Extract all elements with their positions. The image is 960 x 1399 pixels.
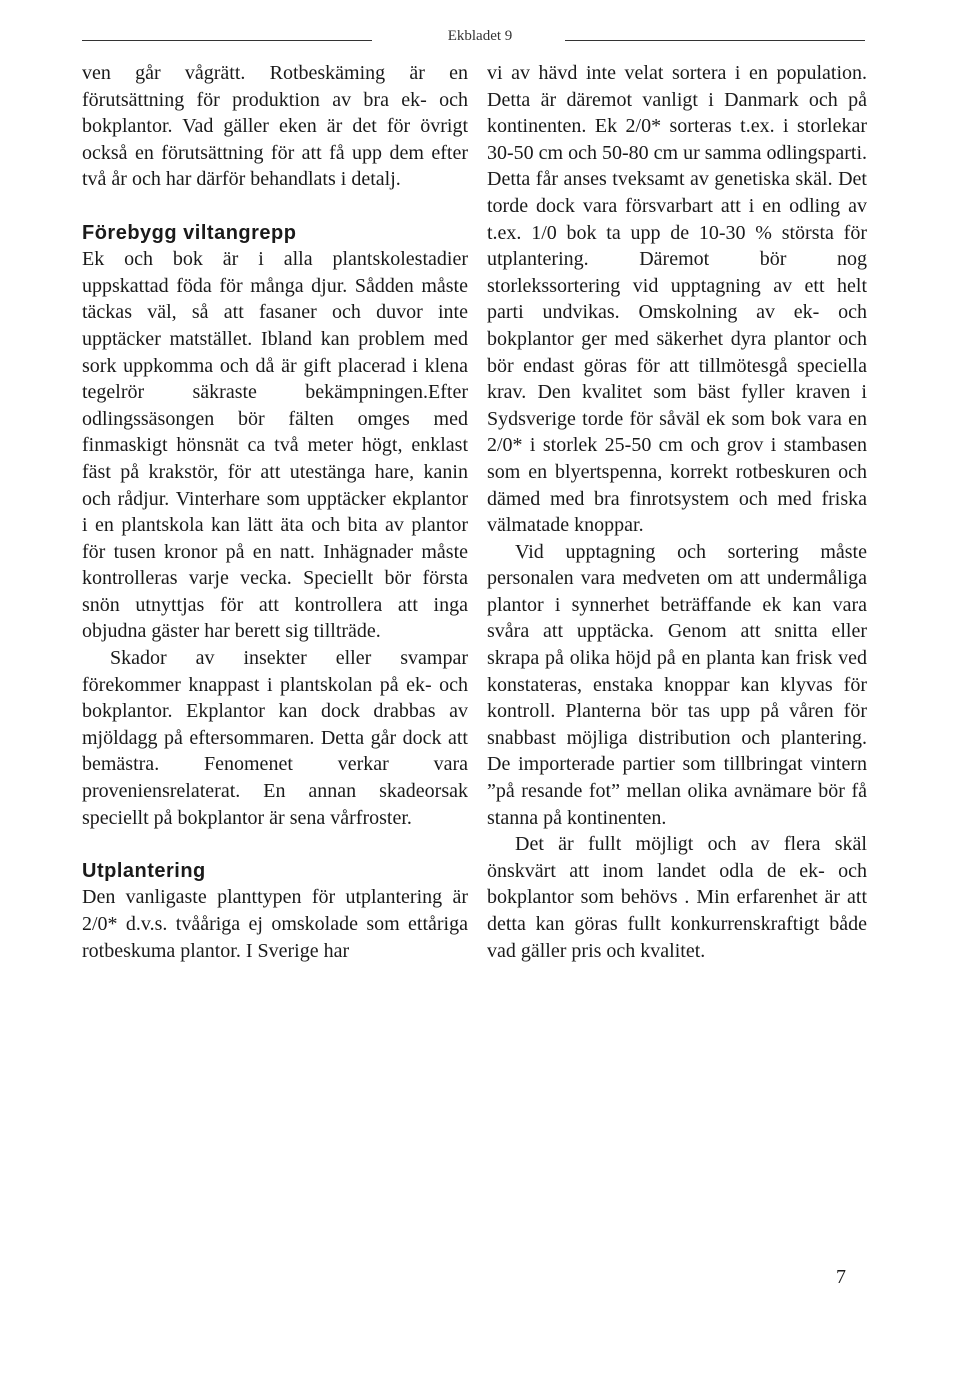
right-column	[487, 60, 867, 964]
left-paragraph-4: Den vanligaste planttypen för utplantering är 2/0* d.v.s. tvååriga ej omskolade som ettåriga rotbeskuma plantor. I Sverige har	[82, 886, 468, 962]
left-paragraph-2: Ek och bok är i alla plantskolestadier uppskattad föda för många djur. Sådden måste täckas väl, så att fasaner och duvor inte upptäcker matstället. Ibland kan problem med sork uppkomma och då är gift placerad i klena tegelrör säkraste bekämpningen.Efter odlingssäsongen bör fälten omges med finmaskigt hönsnät ca två meter högt, enklast fäst på krakstör, för att utestänga hare, kanin och rådjur. Vinterhare som upptäcker ekplantor i en plantskola kan lätt äta och bita av plantor för tusen kronor på en natt. Inhägnader måste kontrolleras varje vecka. Speciellt bör första snön utnyttjas för att kontrollera att inga objudna gäster har berett sig tillträde.	[82, 248, 468, 643]
right-paragraph-3: Det är fullt möjligt och av flera skäl önskvärt att inom landet odla de ek- och bokplantor som behövs . Min erfarenhet är att detta kan göras fullt konkurrenskraftigt både vad gäller pris och kvalitet.	[487, 833, 867, 962]
left-paragraph-3: Skador av insekter eller svampar förekommer knappast i plantskolan på ek- och bokplantor. Ekplantor kan dock drabbas av mjöldagg på eftersommaren. Detta går dock att bemästra. Fenomenet verkar vara proveniensrelaterat. En annan skadeorsak speciellt på bokplantor är sena vårfroster.	[82, 647, 468, 829]
running-head: Ekbladet 9	[447, 28, 513, 44]
right-paragraph-1: vi av hävd inte velat sortera i en population. Detta är däremot vanligt i Danmark och på kontinenten. Ek 2/0* sorteras t.ex. i storlekar 30-50 cm och 50-80 cm ur samma odlingsparti. Detta får anses tveksamt av genetiska skäl. Det torde dock vara försvarbart att i en odling av t.ex. 1/0 bok ta upp de 10-30 % största för utplantering. Däremot bör nog storlekssortering vid upptagning av ett helt parti undvikas. Omskolning av ek- och bokplantor ger med säkerhet dyra plantor och bör endast göras för att tillmötesgå speciella krav. Den kvalitet som bäst fyller kraven i Sydsverige torde för såväl ek som bok vara en 2/0* i storlek 25-50 cm och grov i stambasen som en blyertspenna, korrekt rotbeskuren och dämed med bra finrotsystem och med friska välmatade knoppar.	[487, 62, 867, 537]
left-column	[82, 60, 468, 964]
spacer	[82, 193, 468, 220]
header-rule-right	[565, 40, 865, 41]
spacer	[82, 831, 468, 858]
section-heading-viltangrepp: Förebygg viltangrepp	[82, 221, 297, 244]
right-paragraph-2: Vid upptagning och sortering måste personalen vara medveten om att undermåliga plantor i synnerhet beträffande ek kan vara svåra att upptäcka. Genom att snitta eller skrapa på olika höjd på en planta kan frisk ved konstateras, enstaka knoppar kan klyvas för kontroll. Planterna bör tas upp på våren för snabbast möjliga distribution och plantering. De importerade partier som tillbringat vintern ”på resande fot” mellan olika avnämare bör få stanna på kontinenten.	[487, 540, 867, 829]
left-paragraph-1: ven går vågrätt. Rotbeskäming är en förutsättning för produktion av bra ek- och bokplantor. Vad gäller eken är det för övrigt också en förutsättning för att få upp dem efter två år och har därför behandlats i detalj.	[82, 62, 468, 191]
section-heading-utplantering: Utplantering	[82, 859, 206, 882]
page-number: 7	[836, 1266, 846, 1288]
